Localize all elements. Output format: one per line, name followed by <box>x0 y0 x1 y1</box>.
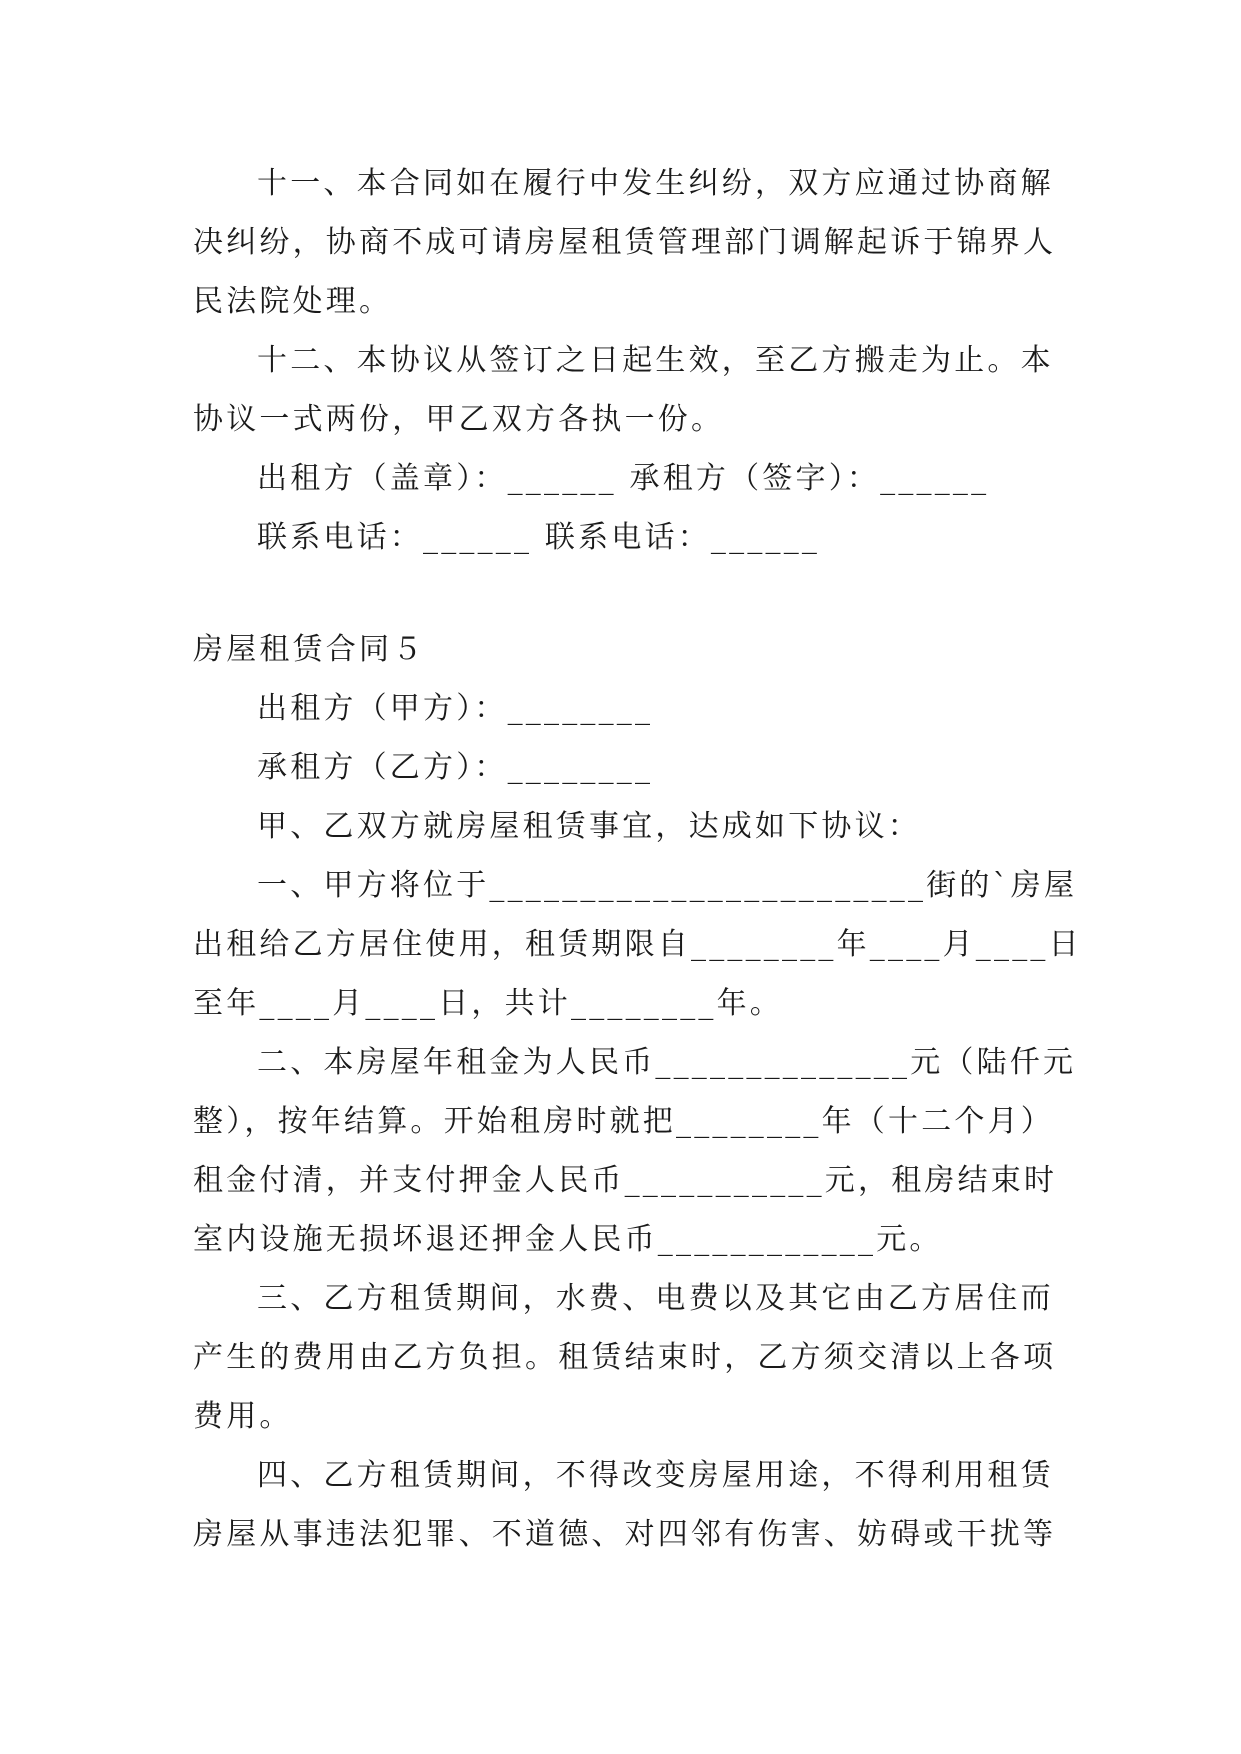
text-line-1: 十一、本合同如在履行中发生纠纷，双方应通过协商解 <box>257 166 1054 201</box>
text-line-16: 整），按年结算。开始租房时就把________年（十二个月） <box>193 1104 1054 1139</box>
text-line-15: 二、本房屋年租金为人民币______________元（陆仟元 <box>257 1045 1077 1080</box>
text-line-3: 民法院处理。 <box>193 284 393 319</box>
text-line-5: 协议一式两份，甲乙双方各执一份。 <box>193 402 725 437</box>
text-line-2: 决纠纷，协商不成可请房屋租赁管理部门调解起诉于锦界人 <box>193 225 1057 260</box>
text-line-12: 一、甲方将位于________________________街的`房屋 <box>257 868 1078 903</box>
text-line-4: 十二、本协议从签订之日起生效，至乙方搬走为止。本 <box>257 343 1054 378</box>
signature-line: 出租方（盖章）：______ 承租方（签字）：______ <box>257 461 990 496</box>
text-line-20: 产生的费用由乙方负担。租赁结束时，乙方须交清以上各项 <box>193 1340 1057 1375</box>
text-line-22: 四、乙方租赁期间，不得改变房屋用途，不得利用租赁 <box>257 1458 1054 1493</box>
phone-line: 联系电话：______ 联系电话：______ <box>257 520 821 555</box>
text-line-19: 三、乙方租赁期间，水费、电费以及其它由乙方居住而 <box>257 1281 1054 1316</box>
text-line-21: 费用。 <box>193 1399 293 1434</box>
text-line-13: 出租给乙方居住使用，租赁期限自________年____月____日 <box>193 927 1082 962</box>
lessor-line: 出租方（甲方）：________ <box>257 691 654 726</box>
text-line-18: 室内设施无损坏退还押金人民币____________元。 <box>193 1222 943 1257</box>
section-title: 房屋租赁合同５ <box>193 632 426 667</box>
text-line-14: 至年____月____日，共计________年。 <box>193 986 783 1021</box>
text-line-23: 房屋从事违法犯罪、不道德、对四邻有伤害、妨碍或干扰等 <box>193 1517 1057 1552</box>
intro-line: 甲、乙双方就房屋租赁事宜，达成如下协议： <box>257 809 921 844</box>
lessee-line: 承租方（乙方）：________ <box>257 750 654 785</box>
text-line-17: 租金付清，并支付押金人民币___________元，租房结束时 <box>193 1163 1058 1198</box>
